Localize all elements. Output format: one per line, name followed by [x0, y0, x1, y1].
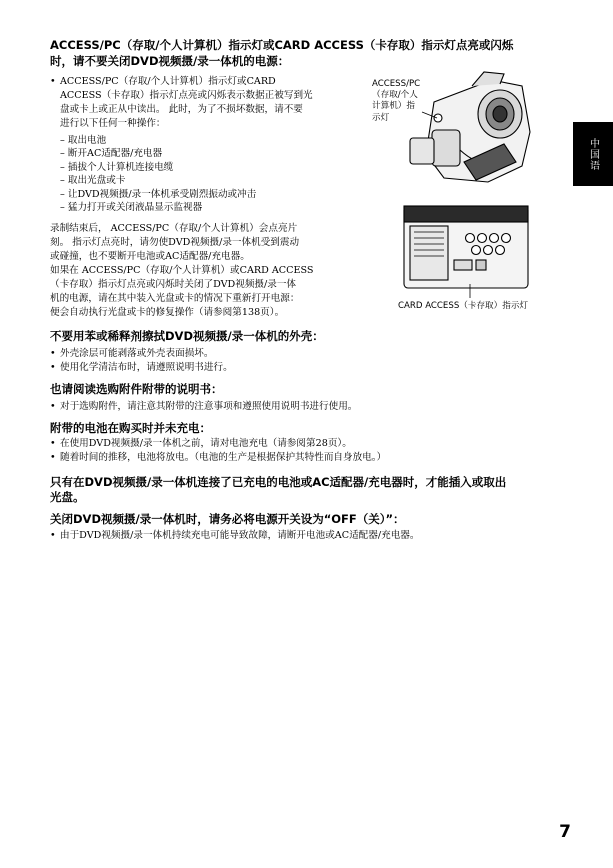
section1-bullet-line2: ACCESS（卡存取）指示灯点亮或闪烁表示数据正被写到光 [60, 90, 313, 101]
bullet-dot: • [50, 530, 56, 541]
para2-line5: （卡存取）指示灯点亮或闪烁时关闭了DVD视频摄/录一体 [50, 279, 297, 290]
list-item: – 猛力打开或关闭液晶显示监视器 [60, 202, 203, 214]
list-item [50, 529, 419, 542]
callout-line: 计算机）指 [372, 101, 415, 112]
bullet-dot: • [50, 452, 56, 463]
list-item: – 断开AC适配器/充电器 [60, 148, 163, 160]
card-access-callout: CARD ACCESS（卡存取）指示灯 [398, 301, 529, 311]
section1-bullet-line4: 进行以下任何一种操作： [60, 118, 166, 129]
camcorder-side-illustration [400, 198, 532, 298]
bullet-dot: • [50, 76, 56, 87]
list-item: – 取出电池 [60, 135, 107, 146]
section5-title-line1: 只有在DVD视频摄/录一体机连接了已充电的电池或AC适配器/充电器时，才能插入或取出 [50, 475, 507, 489]
section2-bullet-text: 外壳涂层可能剥落或外壳表面损坏。 [60, 348, 214, 359]
list-item: – 让DVD视频摄/录一体机承受剧烈振动或冲击 [60, 188, 257, 200]
para2-line1: 录制结束后， ACCESS/PC（存取/个人计算机）会点亮片 [50, 223, 298, 234]
language-side-tab [573, 122, 613, 186]
section3-bullet-text: 对于选购附件，请注意其附带的注意事项和遵照使用说明书进行使用。 [60, 401, 358, 412]
section2-title: 不要用苯或稀释剂擦拭DVD视频摄/录一体机的外壳： [50, 329, 324, 343]
list-item: – 插拔个人计算机连接电缆 [60, 161, 174, 173]
section1-title-line2: 时，请不要关闭DVD视频摄/录一体机的电源： [50, 54, 290, 68]
section1-bullet-line3: 盘或卡上或正从中读出。 此时，为了不损坏数据，请不要 [60, 104, 303, 115]
list-item [50, 361, 233, 374]
para2-line6: 机的电源，请在其中装入光盘或卡的情况下重新打开电源： [50, 293, 300, 304]
list-item [50, 400, 357, 413]
section6-bullet-text: 由于DVD视频摄/录一体机持续充电可能导致故障，请断开电池或AC适配器/充电器。 [60, 530, 420, 541]
section1-dash-list [60, 134, 256, 214]
callout-line: （存取/个人 [372, 90, 418, 101]
list-item [50, 451, 386, 464]
callout-line: 示灯 [372, 112, 390, 123]
bullet-dot: • [50, 362, 56, 373]
camcorder-front-illustration [404, 62, 536, 194]
page-number: 7 [559, 822, 571, 842]
bullet-dot: • [50, 401, 56, 412]
section2-bullet-text: 使用化学清洁布时，请遵照说明书进行。 [60, 362, 233, 373]
list-item [50, 437, 352, 450]
list-item [50, 347, 214, 360]
section1-title-line1: ACCESS/PC（存取/个人计算机）指示灯或CARD ACCESS（卡存取）指示灯点亮或闪烁 [50, 38, 514, 52]
para2-line3: 或碰撞，也不要断开电池或AC适配器/充电器。 [50, 251, 250, 262]
section4-bullet-text: 在使用DVD视频摄/录一体机之前，请对电池充电（请参阅第28页）。 [60, 438, 352, 449]
bullet-dot: • [50, 438, 56, 449]
bullet-dot: • [50, 348, 56, 359]
para2-line2: 刻。 指示灯点亮时，请勿使DVD视频摄/录一体机受到震动 [50, 237, 300, 248]
para2-line4: 如果在 ACCESS/PC（存取/个人计算机）或CARD ACCESS [50, 265, 314, 276]
section4-bullet-text: 随着时间的推移，电池将放电。（电池的生产是根据保护其特性而自身放电。） [60, 452, 387, 463]
section4-title: 附带的电池在购买时并未充电： [50, 421, 211, 435]
section6-title: 关闭DVD视频摄/录一体机时，请务必将电源开关设为“OFF（关）”： [50, 512, 405, 526]
para2-line7: 便会自动执行光盘或卡的修复操作（请参阅第138页）。 [50, 307, 285, 318]
callout-line: ACCESS/PC [372, 79, 421, 89]
section5-title-line2: 光盘。 [50, 490, 85, 504]
side-tab-label: 中国语 [587, 137, 599, 171]
list-item: – 取出光盘或卡 [60, 175, 126, 187]
section1-bullet-line1: ACCESS/PC（存取/个人计算机）指示灯或CARD [60, 76, 276, 87]
section3-title: 也请阅读选购附件附带的说明书： [50, 382, 223, 396]
